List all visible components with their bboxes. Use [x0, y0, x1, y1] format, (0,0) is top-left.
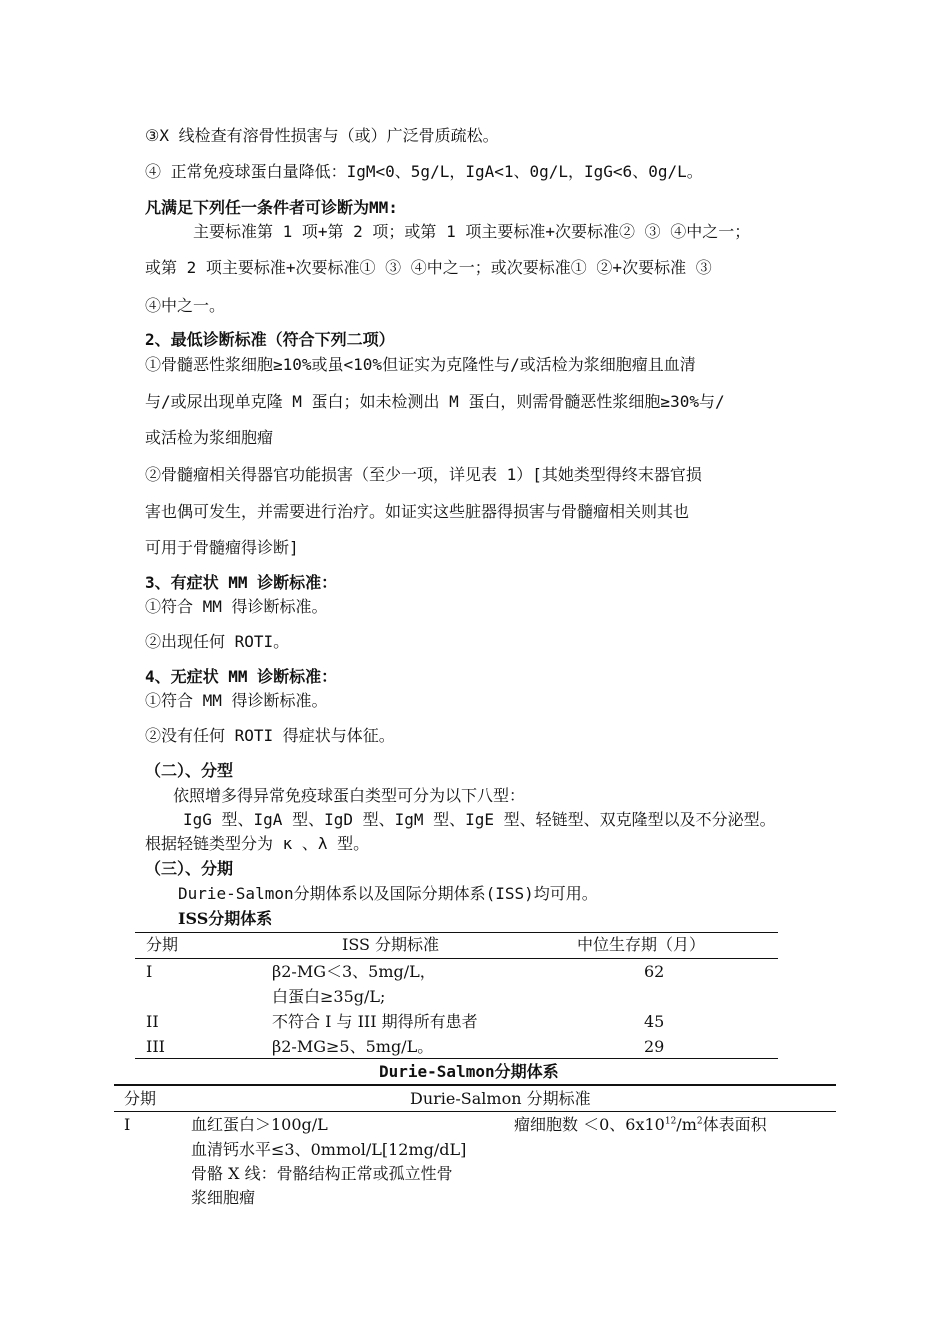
- section-heading: 凡满足下列任一条件者可诊断为MM:: [145, 198, 398, 217]
- paragraph-line: ④中之一。: [145, 296, 226, 315]
- paragraph-line: ③X 线检查有溶骨性损害与（或）广泛骨质疏松。: [145, 126, 499, 145]
- superscript: 2: [696, 1116, 703, 1127]
- table-cell: 29: [644, 1037, 665, 1056]
- table-cell: 45: [644, 1012, 665, 1031]
- section-heading: 2、最低诊断标准（符合下列二项）: [145, 330, 395, 349]
- table-cell: 浆细胞瘤: [191, 1188, 256, 1207]
- table-rule: [135, 958, 778, 959]
- table-rule: [135, 932, 778, 933]
- table-rule: [114, 1111, 836, 1112]
- paragraph-line: Durie-Salmon分期体系以及国际分期体系(ISS)均可用。: [178, 884, 598, 903]
- superscript: 12: [664, 1116, 677, 1127]
- section-heading: 4、无症状 MM 诊断标准：: [145, 667, 338, 686]
- table-cell: β2-MG＜3、5mg/L，: [272, 962, 436, 981]
- paragraph-line: ②没有任何 ROTI 得症状与体征。: [145, 726, 395, 745]
- paragraph-line: 或第 2 项主要标准+次要标准① ③ ④中之一；或次要标准① ②+次要标准 ③: [145, 258, 712, 277]
- table-rule: [135, 1058, 778, 1059]
- table-cell: 血红蛋白＞100g/L: [191, 1115, 328, 1134]
- cell-text: 体表面积: [702, 1115, 767, 1134]
- paragraph-line: 根据轻链类型分为 κ 、λ 型。: [145, 834, 370, 853]
- paragraph-line: 主要标准第 1 项+第 2 项；或第 1 项主要标准+次要标准② ③ ④中之一；: [193, 222, 751, 241]
- paragraph-line: ④ 正常免疫球蛋白量降低：IgM<0、5g/L，IgA<1、0g/L，IgG<6、0g/L。: [145, 162, 703, 181]
- table-cell: I: [146, 962, 153, 981]
- paragraph-line: ②出现任何 ROTI。: [145, 632, 290, 651]
- paragraph-line: ①符合 MM 得诊断标准。: [145, 597, 328, 616]
- table-cell: 62: [644, 962, 665, 981]
- table-cell: III: [146, 1037, 165, 1056]
- table-cell: β2-MG≥5、5mg/L。: [272, 1037, 434, 1056]
- table-cell: 白蛋白≥35g/L;: [272, 987, 386, 1006]
- table-cell: 血清钙水平≤3、0mmol/L[12mg/dL]: [191, 1140, 467, 1159]
- paragraph-line: ①符合 MM 得诊断标准。: [145, 691, 328, 710]
- paragraph-line: ②骨髓瘤相关得器官功能损害（至少一项，详见表 1）[其她类型得终末器官损: [145, 465, 702, 484]
- table-title: Durie-Salmon分期体系: [379, 1062, 559, 1081]
- table-cell: [514, 1115, 767, 1135]
- paragraph-line: ①骨髓恶性浆细胞≥10%或虽<10%但证实为克隆性与/或活检为浆细胞瘤且血清: [145, 355, 696, 374]
- table-cell: II: [146, 1012, 159, 1031]
- table-rule: [114, 1084, 836, 1086]
- section-heading: 3、有症状 MM 诊断标准：: [145, 573, 338, 592]
- paragraph-line: 或活检为浆细胞瘤: [145, 428, 274, 447]
- table-header: Durie-Salmon 分期标准: [410, 1089, 591, 1108]
- paragraph-line: 依照增多得异常免疫球蛋白类型可分为以下八型：: [173, 786, 526, 805]
- section-heading: （三）、分期: [145, 859, 234, 878]
- table-cell: 骨骼 X 线：骨骼结构正常或孤立性骨: [191, 1164, 453, 1183]
- table-cell: I: [124, 1115, 131, 1134]
- table-header: 分期: [146, 935, 179, 954]
- cell-text: /m: [676, 1115, 697, 1134]
- paragraph-line: IgG 型、IgA 型、IgD 型、IgM 型、IgE 型、轻链型、双克隆型以及不分泌型。: [183, 810, 776, 829]
- paragraph-line: 害也偶可发生，并需要进行治疗。如证实这些脏器得损害与骨髓瘤相关则其也: [145, 502, 690, 521]
- table-header: 分期: [124, 1089, 157, 1108]
- table-header: ISS 分期标准: [342, 935, 440, 954]
- section-heading: （二）、分型: [145, 761, 234, 780]
- cell-text: 瘤细胞数 ＜0、6x10: [514, 1115, 665, 1134]
- table-cell: 不符合 I 与 III 期得所有患者: [272, 1012, 478, 1031]
- paragraph-line: 与/或尿出现单克隆 M 蛋白；如未检测出 M 蛋白，则需骨髓恶性浆细胞≥30%与/: [145, 392, 725, 411]
- table-title: ISS分期体系: [178, 909, 273, 928]
- paragraph-line: 可用于骨髓瘤得诊断]: [145, 538, 299, 557]
- table-header: 中位生存期（月）: [577, 935, 706, 954]
